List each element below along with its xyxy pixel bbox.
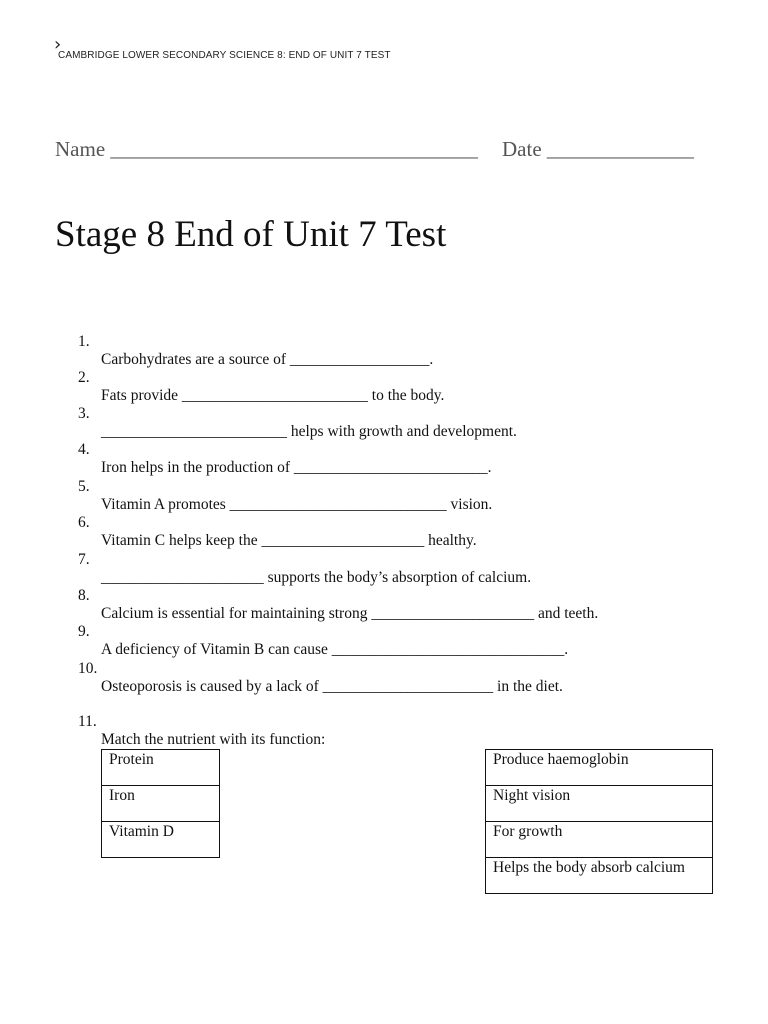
nutrient-cell: Vitamin D bbox=[102, 822, 220, 858]
question-text: Fats provide ________________________ to the body. bbox=[101, 387, 445, 404]
question-text: A deficiency of Vitamin B can cause ______________________________. bbox=[101, 641, 569, 658]
document-header: CAMBRIDGE LOWER SECONDARY SCIENCE 8: END OF UNIT 7 TEST bbox=[58, 50, 391, 61]
question-text: _____________________ supports the body’s absorption of calcium. bbox=[101, 569, 532, 586]
table-row bbox=[486, 750, 713, 786]
function-cell: Produce haemoglobin bbox=[486, 750, 713, 786]
question-number: 4. bbox=[78, 441, 90, 458]
question-number: 11. bbox=[78, 713, 97, 730]
question-text: Vitamin A promotes ____________________________ vision. bbox=[101, 496, 493, 513]
question-number: 5. bbox=[78, 478, 90, 495]
question-number: 2. bbox=[78, 369, 90, 386]
question-number: 1. bbox=[78, 333, 90, 350]
question-number: 6. bbox=[78, 514, 90, 531]
table-row bbox=[102, 822, 220, 858]
function-table bbox=[485, 749, 713, 894]
nutrient-table bbox=[101, 749, 220, 858]
question-text: Calcium is essential for maintaining strong _____________________ and teeth. bbox=[101, 605, 599, 622]
question-number: 3. bbox=[78, 405, 90, 422]
table-row bbox=[486, 822, 713, 858]
question-text: Match the nutrient with its function: bbox=[101, 731, 326, 748]
function-cell: For growth bbox=[486, 822, 713, 858]
table-row bbox=[486, 858, 713, 894]
question-11 bbox=[0, 695, 326, 749]
nutrient-cell: Protein bbox=[102, 750, 220, 786]
table-row bbox=[102, 786, 220, 822]
function-cell: Night vision bbox=[486, 786, 713, 822]
question-number: 8. bbox=[78, 587, 90, 604]
table-row bbox=[102, 750, 220, 786]
question-number: 10. bbox=[78, 660, 98, 677]
nutrient-cell: Iron bbox=[102, 786, 220, 822]
page-title: Stage 8 End of Unit 7 Test bbox=[55, 214, 447, 255]
question-number: 9. bbox=[78, 623, 90, 640]
question-number: 7. bbox=[78, 551, 90, 568]
date-field[interactable]: Date ______________ bbox=[502, 137, 694, 161]
chevron-right-icon: › bbox=[54, 34, 62, 55]
question-text: Iron helps in the production of _________________________. bbox=[101, 459, 492, 476]
question-text: Osteoporosis is caused by a lack of ______________________ in the diet. bbox=[101, 678, 563, 695]
name-field[interactable]: Name ___________________________________ bbox=[55, 137, 478, 161]
question-text: Carbohydrates are a source of __________________. bbox=[101, 351, 434, 368]
table-row bbox=[486, 786, 713, 822]
question-text: ________________________ helps with growth and development. bbox=[101, 423, 517, 440]
question-text: Vitamin C helps keep the _____________________ healthy. bbox=[101, 532, 477, 549]
function-cell: Helps the body absorb calcium bbox=[486, 858, 713, 894]
